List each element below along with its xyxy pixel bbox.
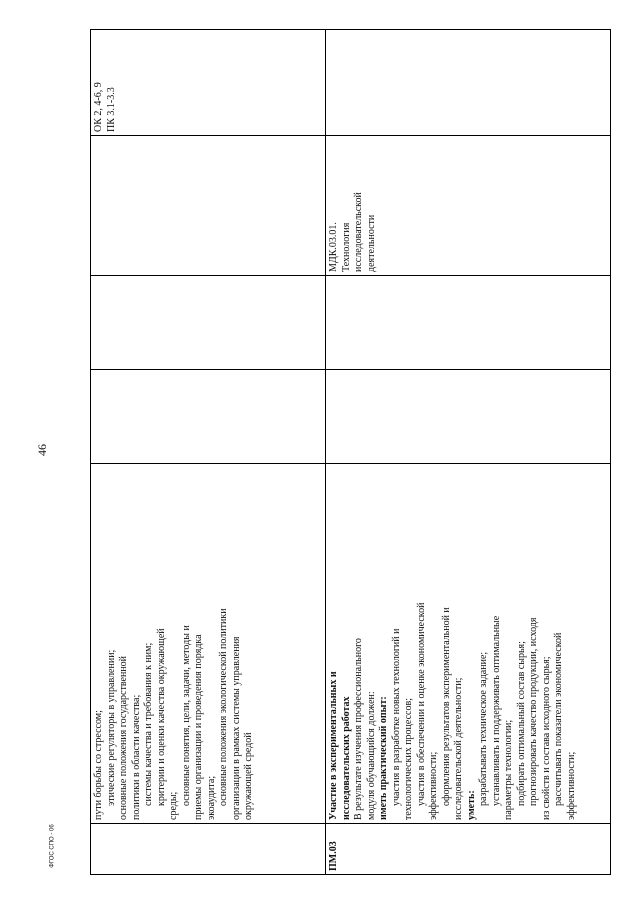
requirement-line: политики в области качества; [130, 694, 142, 820]
table-cell-empty [326, 276, 611, 370]
requirement-line: исследовательской деятельности; [453, 677, 464, 820]
requirement-line: уметь: [465, 790, 477, 820]
competencies-cell: ОК 2, 4-6, 9 ПК 3.1-3.3 [91, 30, 326, 136]
requirement-line: Участие в экспериментальных и [328, 671, 339, 820]
table-cell-empty [91, 370, 326, 464]
table-row-module [326, 30, 611, 875]
requirement-line: участия в разработке новых технологий и [390, 628, 402, 806]
requirement-line: модуля обучающийся должен: [365, 691, 377, 820]
table-row-continuation [91, 30, 326, 875]
requirement-line: исследовательских работах [340, 696, 352, 820]
footer-standard-code: ФГОС СПО - 06 [49, 824, 56, 868]
requirements-cell [326, 464, 611, 824]
requirement-line: параметры технологии; [503, 719, 514, 820]
requirement-line: эффективности; [428, 751, 439, 820]
requirement-line: организации в рамках системы управления [230, 636, 242, 820]
requirement-line: критерии и оценки качества окружающей [155, 628, 167, 806]
requirement-line: системы качества и требования к ним; [143, 642, 154, 806]
competencies-cell [326, 30, 611, 136]
requirement-line: экоаудита; [205, 775, 217, 820]
requirement-line: оформления результатов экспериментальной и [440, 607, 452, 806]
competency-table [90, 29, 611, 875]
course-cell: МДК.03.01. Технология исследовательской деятельности [326, 136, 611, 276]
requirement-line: рассчитывать показатели экономической [553, 632, 564, 806]
requirement-line: устанавливать и поддерживать оптимальные [490, 615, 502, 806]
requirement-line: пути борьбы со стрессом; [93, 710, 104, 820]
requirement-line: среды; [168, 791, 179, 820]
course-cell [91, 136, 326, 276]
requirement-line: основные положения государственной [118, 655, 129, 820]
requirement-line: эффективности; [565, 751, 577, 820]
requirements-cell [91, 464, 326, 824]
requirement-line: из свойств и состава исходного сырья; [540, 656, 552, 820]
page-number: 46 [35, 444, 49, 456]
table-cell-empty [326, 370, 611, 464]
requirement-line: технологических процессов; [403, 698, 414, 820]
requirement-line: разрабатывать техническое задание; [478, 651, 489, 806]
requirement-line: иметь практический опыт: [378, 696, 389, 820]
requirement-line: окружающей средой [243, 732, 254, 820]
table-cell-empty [91, 276, 326, 370]
requirement-line: В результате изучения профессионального [353, 638, 364, 820]
requirement-line: участия в обеспечении и оценке экономической [415, 602, 427, 806]
requirement-line: подбирать оптимальный состав сырья; [515, 641, 527, 806]
requirement-line: приемы организации и проведения порядка [193, 634, 204, 820]
requirement-line: основные понятия, цели, задачи, методы и [180, 625, 192, 806]
requirement-line: прогнозировать качество продукции, исходя [528, 617, 539, 806]
requirement-line: основные положения экологической политики [218, 608, 229, 806]
requirement-line: этические регуляторы в управлении; [105, 649, 117, 806]
module-code-cell: ПМ.03 [326, 824, 611, 875]
module-code-cell [91, 824, 326, 875]
